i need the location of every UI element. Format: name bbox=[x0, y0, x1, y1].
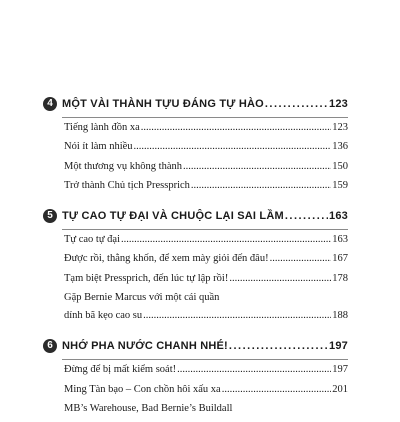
toc-entry bbox=[64, 180, 348, 192]
toc-entry bbox=[64, 253, 348, 265]
chapter-divider bbox=[62, 117, 348, 118]
entry-title: Một thương vụ không thành bbox=[64, 160, 182, 172]
dot-leader bbox=[121, 234, 331, 246]
entry-list bbox=[62, 364, 348, 415]
entry-title: MB’s Warehouse, Bad Bernie’s Buildall bbox=[64, 402, 233, 414]
toc-entry bbox=[64, 273, 348, 285]
entry-title: Tạm biệt Pressprich, đến lúc tự lập rồi! bbox=[64, 272, 229, 284]
entry-title: Tự cao tự đại bbox=[64, 234, 120, 246]
entry-page-number: 167 bbox=[332, 253, 348, 265]
dot-leader bbox=[177, 364, 331, 376]
chapter-title: NHỚ PHA NƯỚC CHANH NHÉ! bbox=[62, 340, 228, 353]
chapter-page-number: 197 bbox=[329, 340, 348, 353]
entry-page-number: 123 bbox=[332, 122, 348, 133]
dot-leader bbox=[265, 97, 328, 111]
entry-page-number: 150 bbox=[332, 160, 348, 172]
chapter-title: TỰ CAO TỰ ĐẠI VÀ CHUỘC LẠI SAI LẦM bbox=[62, 210, 284, 223]
entry-title: Nói ít làm nhiều bbox=[64, 141, 133, 153]
chapter-heading bbox=[47, 209, 348, 223]
toc-entry bbox=[64, 161, 348, 173]
dot-leader bbox=[222, 384, 332, 396]
chapter-heading bbox=[47, 339, 348, 353]
entry-page-number: 197 bbox=[332, 364, 348, 376]
dot-leader bbox=[141, 122, 332, 134]
toc-entry bbox=[64, 141, 348, 153]
toc-entry bbox=[64, 384, 348, 396]
table-of-contents bbox=[47, 97, 348, 422]
dot-leader bbox=[229, 339, 328, 353]
chapter-number-badge: 6 bbox=[43, 339, 57, 353]
entry-page-number: 163 bbox=[332, 234, 348, 246]
chapter-title-row bbox=[62, 209, 348, 223]
toc-entry bbox=[64, 403, 348, 415]
chapter-title-row bbox=[62, 339, 348, 353]
entry-title: Ming Tàn bạo – Con chồn hôi xấu xa bbox=[64, 383, 221, 395]
toc-entry bbox=[64, 292, 348, 322]
dot-leader bbox=[285, 209, 328, 223]
dot-leader bbox=[270, 253, 332, 265]
dot-leader bbox=[191, 180, 331, 192]
chapter-5 bbox=[47, 209, 348, 322]
toc-entry bbox=[64, 364, 348, 376]
chapter-page-number: 163 bbox=[329, 210, 348, 223]
dot-leader bbox=[183, 161, 331, 173]
chapter-divider bbox=[62, 359, 348, 360]
chapter-number-badge: 4 bbox=[43, 97, 57, 111]
entry-page-number: 136 bbox=[332, 141, 348, 153]
chapter-6 bbox=[47, 339, 348, 415]
entry-title: Trở thành Chủ tịch Pressprich bbox=[64, 179, 190, 191]
chapter-4 bbox=[47, 97, 348, 192]
entry-page-number: 188 bbox=[332, 310, 348, 322]
entry-list bbox=[62, 122, 348, 192]
entry-title: Tiếng lành đồn xa bbox=[64, 122, 140, 133]
entry-title: Đừng để bị mất kiểm soát! bbox=[64, 364, 177, 376]
chapter-page-number: 123 bbox=[329, 98, 348, 110]
chapter-divider bbox=[62, 229, 348, 230]
entry-title-line1: Gặp Bernie Marcus với một cái quần bbox=[64, 292, 220, 304]
entry-title: Được rồi, thằng khốn, để xem mày giỏi đến đâu! bbox=[64, 253, 269, 265]
entry-title-line2: dính bã kẹo cao su bbox=[64, 310, 143, 322]
chapter-title: MỘT VÀI THÀNH TỰU ĐÁNG TỰ HÀO bbox=[62, 98, 264, 110]
dot-leader bbox=[143, 310, 331, 322]
chapter-heading bbox=[47, 97, 348, 111]
chapter-number-badge: 5 bbox=[43, 209, 57, 223]
entry-page-number: 201 bbox=[332, 383, 348, 395]
dot-leader bbox=[134, 141, 332, 153]
dot-leader bbox=[229, 273, 331, 285]
entry-page-number: 178 bbox=[332, 272, 348, 284]
toc-entry bbox=[64, 234, 348, 246]
toc-entry bbox=[64, 122, 348, 134]
chapter-title-row bbox=[62, 97, 348, 111]
entry-list bbox=[62, 234, 348, 322]
entry-page-number: 159 bbox=[332, 179, 348, 191]
